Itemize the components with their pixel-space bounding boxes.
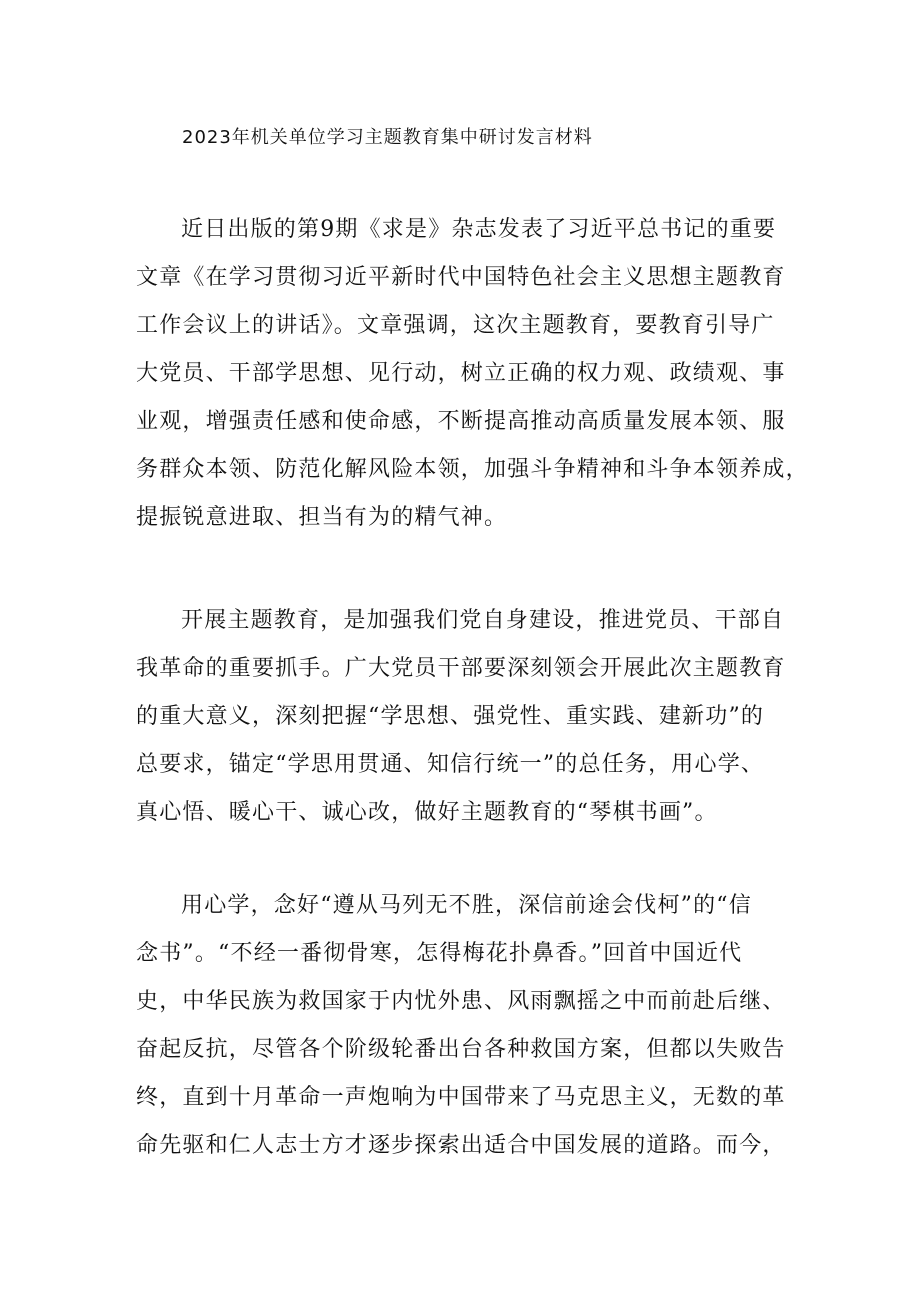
- paragraph-line: 工作会议上的讲话》。文章强调，这次主题教育，要教育引导广: [136, 313, 775, 338]
- paragraph-line: 真心悟、暖心干、诚心改，做好主题教育的“琴棋书画”。: [136, 800, 718, 825]
- paragraph-1: [136, 206, 809, 542]
- paragraph-line: 念书”。“不经一番彻骨寒，怎得梅花扑鼻香。”回首中国近代: [136, 941, 743, 966]
- paragraph-line: 史，中华民族为救国家于内忧外患、风雨飘摇之中而前赴后继、: [136, 989, 786, 1014]
- paragraph-line: 的重大意义，深刻把握“学思想、强党性、重实践、建新功”的: [136, 704, 765, 729]
- paragraph-line: 我革命的重要抓手。广大党员干部要深刻领会开展此次主题教育: [136, 656, 786, 681]
- paragraph-2: [136, 597, 796, 837]
- paragraph-line: 提振锐意进取、担当有为的精气神。: [136, 505, 508, 530]
- paragraph-line: 总要求，锚定“学思用贯通、知信行统一”的总任务，用心学、: [136, 752, 765, 777]
- paragraph-line: 开展主题教育，是加强我们党自身建设，推进党员、干部自: [181, 608, 785, 633]
- paragraph-line: 大党员、干部学思想、见行动，树立正确的权力观、政绩观、事: [136, 361, 786, 386]
- paragraph-line: 用心学，念好“遵从马列无不胜，深信前途会伐柯”的“信: [181, 893, 752, 918]
- paragraph-line: 文章《在学习贯彻习近平新时代中国特色社会主义思想主题教育: [136, 265, 786, 290]
- paragraph-3: [136, 882, 796, 1170]
- paragraph-line: 业观，增强责任感和使命感，不断提高推动高质量发展本领、服: [136, 409, 786, 434]
- document-title: 2023年机关单位学习主题教育集中研讨发言材料: [182, 127, 593, 148]
- paragraph-line: 奋起反抗，尽管各个阶级轮番出台各种救国方案，但都以失败告: [136, 1037, 786, 1062]
- paragraph-line: 终，直到十月革命一声炮响为中国带来了马克思主义，无数的革: [136, 1085, 786, 1110]
- paragraph-line: 命先驱和仁人志士方才逐步探索出适合中国发展的道路。而今，: [136, 1133, 786, 1158]
- paragraph-line: 务群众本领、防范化解风险本领，加强斗争精神和斗争本领养成，: [136, 457, 809, 482]
- paragraph-line: 近日出版的第9期《求是》杂志发表了习近平总书记的重要: [181, 217, 777, 242]
